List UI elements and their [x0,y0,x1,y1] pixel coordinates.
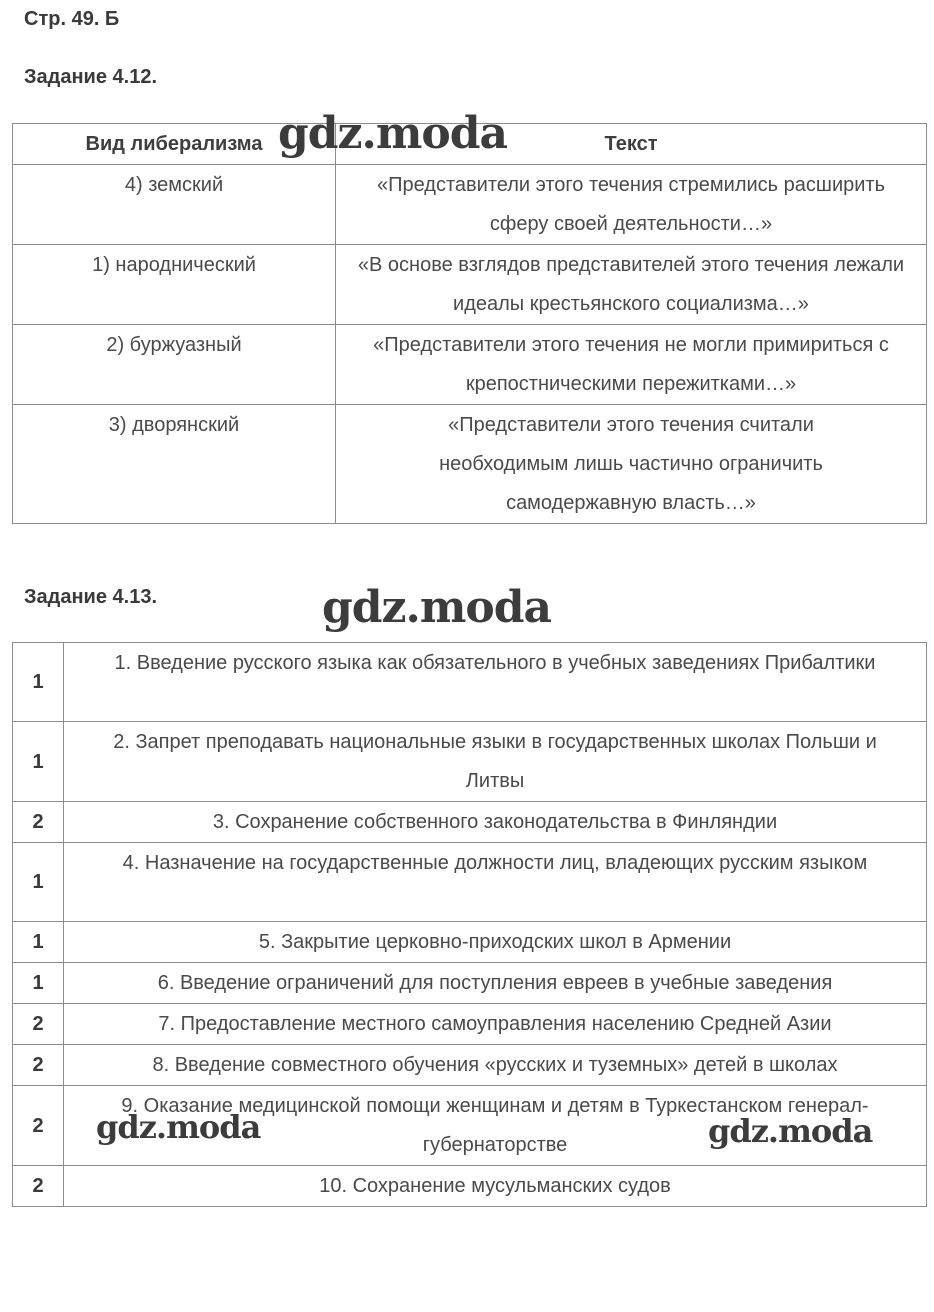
policy-text-cell: 1. Введение русского языка как обязательного в учебных заведениях Прибалтики [64,643,927,722]
table-row [13,963,927,1004]
table-row [13,643,927,722]
liberalism-text-cell: «Представители этого течения не могли примириться с крепостническими пережитками…» [336,325,927,405]
liberalism-type-cell: 1) народнический [13,245,336,325]
table-row [13,245,927,325]
answer-number-cell: 1 [13,922,64,963]
liberalism-text-cell: «В основе взглядов представителей этого течения лежали идеалы крестьянского социализма…» [336,245,927,325]
policy-text-cell: 2. Запрет преподавать национальные языки в государственных школах Польши и Литвы [64,722,927,802]
liberalism-table [12,123,927,524]
answer-number-cell: 1 [13,963,64,1004]
liberalism-text-cell: «Представители этого течения стремились расширить сферу своей деятельности…» [336,165,927,245]
table-row [13,922,927,963]
answer-number-cell: 1 [13,643,64,722]
policy-text-cell: 4. Назначение на государственные должности лиц, владеющих русским языком [64,843,927,922]
liberalism-type-cell: 3) дворянский [13,405,336,524]
answer-number-cell: 2 [13,1086,64,1166]
table-row [13,722,927,802]
watermark-logo: gdz.moda [278,108,508,159]
answer-number-cell: 2 [13,1166,64,1207]
policy-text-cell: 7. Предоставление местного самоуправления населению Средней Азии [64,1004,927,1045]
answer-number-cell: 2 [13,1045,64,1086]
liberalism-type-cell: 4) земский [13,165,336,245]
watermark-logo: gdz.moda [96,1108,261,1146]
table-row [13,802,927,843]
table-row [13,165,927,245]
policy-text-cell: 6. Введение ограничений для поступления евреев в учебные заведения [64,963,927,1004]
policy-text-cell: 5. Закрытие церковно-приходских школ в Армении [64,922,927,963]
table-row [13,843,927,922]
policy-text-cell: 3. Сохранение собственного законодательства в Финляндии [64,802,927,843]
policy-text-cell: 8. Введение совместного обучения «русских и туземных» детей в школах [64,1045,927,1086]
table-row [13,1004,927,1045]
table-row [13,405,927,524]
answer-number-cell: 1 [13,722,64,802]
answer-number-cell: 2 [13,1004,64,1045]
answer-number-cell: 2 [13,802,64,843]
answer-number-cell: 1 [13,843,64,922]
task-4-13-title: Задание 4.13. [24,586,158,608]
policy-text-cell: 10. Сохранение мусульманских судов [64,1166,927,1207]
watermark-logo: gdz.moda [708,1112,873,1150]
table-row [13,1166,927,1207]
column-header-type: Вид либерализма [13,124,336,165]
column-header-text: Текст [336,124,927,165]
page-header: Стр. 49. Б [24,8,120,30]
watermark-logo: gdz.moda [322,582,552,633]
table-row [13,325,927,405]
liberalism-text-cell: «Представители этого течения считали необходимым лишь частично ограничить самодержавную власть…» [336,405,927,524]
table-row [13,1045,927,1086]
policy-text-cell: 9. Оказание медицинской помощи женщинам и детям в Туркестанском генерал-губернаторстве [64,1086,927,1166]
liberalism-type-cell: 2) буржуазный [13,325,336,405]
task-4-12-title: Задание 4.12. [24,66,158,88]
